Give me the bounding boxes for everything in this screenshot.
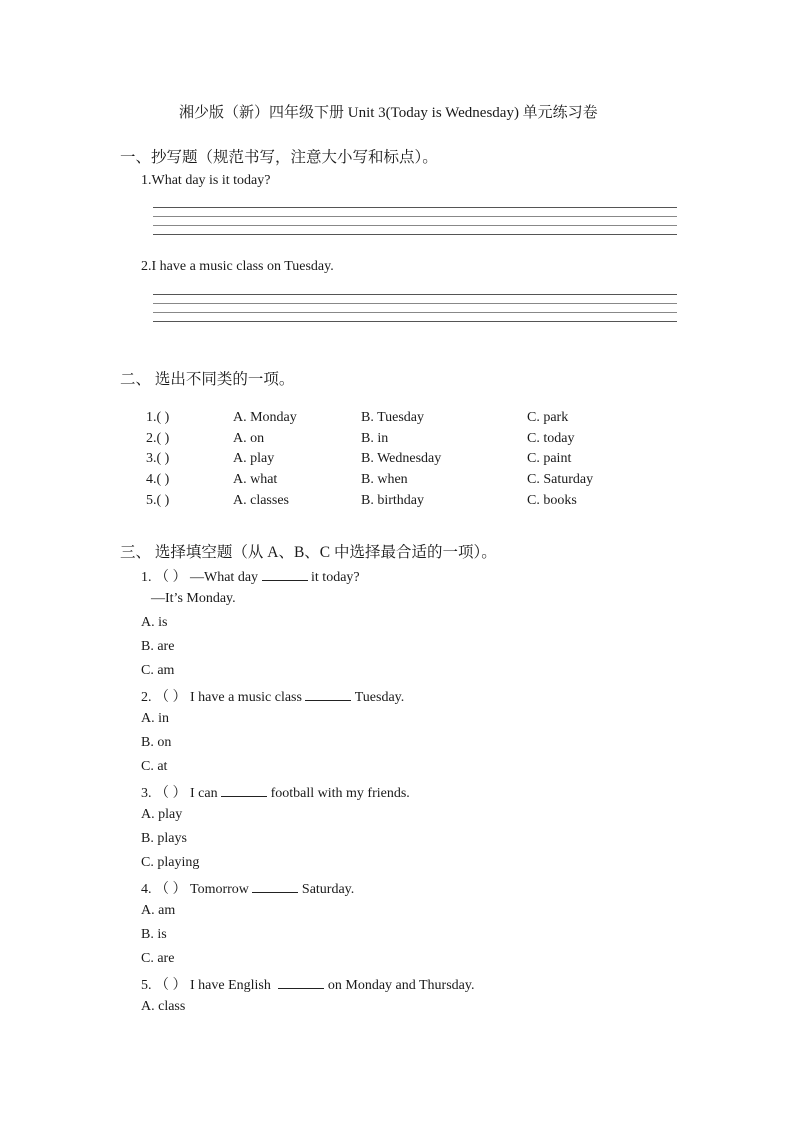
mc-question-4 bbox=[141, 878, 354, 898]
row-number[interactable]: 1.( ) bbox=[146, 410, 170, 425]
section-2-heading: 二、 选出不同类的一项。 bbox=[120, 371, 295, 388]
option: B. plays bbox=[141, 831, 187, 846]
option-c: C. park bbox=[527, 410, 569, 425]
option-a: A. play bbox=[233, 451, 275, 466]
question-text: it today? bbox=[311, 570, 360, 585]
row-number[interactable]: 4.( ) bbox=[146, 472, 170, 487]
mc-question-1 bbox=[141, 566, 360, 586]
copy-question-2: 2.I have a music class on Tuesday. bbox=[141, 259, 334, 274]
option: A. am bbox=[141, 903, 176, 918]
option: C. playing bbox=[141, 855, 200, 870]
question-text: 2. （ ） I have a music class bbox=[141, 690, 302, 705]
mc-question-2 bbox=[141, 686, 404, 706]
option-c: C. books bbox=[527, 493, 577, 508]
question-text: football with my friends. bbox=[270, 786, 410, 801]
answer-blank[interactable] bbox=[252, 880, 298, 893]
row-number[interactable]: 5.( ) bbox=[146, 493, 170, 508]
option-b: B. when bbox=[361, 472, 408, 487]
question-text: Saturday. bbox=[301, 882, 355, 897]
option-c: C. today bbox=[527, 431, 575, 446]
option-b: B. in bbox=[361, 431, 389, 446]
option: A. play bbox=[141, 807, 183, 822]
copy-question-1: 1.What day is it today? bbox=[141, 173, 271, 188]
option-a: A. classes bbox=[233, 493, 289, 508]
answer-blank[interactable] bbox=[305, 688, 351, 701]
page-title: 湘少版（新）四年级下册 Unit 3(Today is Wednesday) 单元练习卷 bbox=[179, 105, 598, 121]
question-text: 1. （ ） —What day bbox=[141, 570, 259, 585]
question-text: on Monday and Thursday. bbox=[327, 978, 475, 993]
answer-blank[interactable] bbox=[221, 784, 267, 797]
section-1-heading: 一、抄写题（规范书写，注意大小写和标点）。 bbox=[120, 149, 438, 166]
option: C. am bbox=[141, 663, 175, 678]
row-number[interactable]: 2.( ) bbox=[146, 431, 170, 446]
option-c: C. Saturday bbox=[527, 472, 594, 487]
option: C. at bbox=[141, 759, 168, 774]
option-a: A. what bbox=[233, 472, 278, 487]
mc-question-5 bbox=[141, 974, 474, 994]
option-c: C. paint bbox=[527, 451, 572, 466]
option-b: B. Wednesday bbox=[361, 451, 442, 466]
option: A. class bbox=[141, 999, 186, 1014]
mc-question-3 bbox=[141, 782, 410, 802]
option: B. are bbox=[141, 639, 175, 654]
row-number[interactable]: 3.( ) bbox=[146, 451, 170, 466]
option: B. is bbox=[141, 927, 167, 942]
option-a: A. on bbox=[233, 431, 265, 446]
question-text: 5. （ ） I have English bbox=[141, 978, 271, 993]
option: A. is bbox=[141, 615, 168, 630]
option-b: B. birthday bbox=[361, 493, 424, 508]
section-3-heading: 三、 选择填空题（从 A、B、C 中选择最合适的一项）。 bbox=[120, 544, 497, 561]
option: C. are bbox=[141, 951, 175, 966]
option: A. in bbox=[141, 711, 169, 726]
option-b: B. Tuesday bbox=[361, 410, 425, 425]
question-reply: —It’s Monday. bbox=[151, 591, 236, 606]
answer-blank[interactable] bbox=[262, 568, 308, 581]
answer-blank[interactable] bbox=[278, 976, 324, 989]
question-text: Tuesday. bbox=[354, 690, 405, 705]
option: B. on bbox=[141, 735, 172, 750]
option-a: A. Monday bbox=[233, 410, 297, 425]
question-text: 4. （ ） Tomorrow bbox=[141, 882, 249, 897]
question-text: 3. （ ） I can bbox=[141, 786, 218, 801]
